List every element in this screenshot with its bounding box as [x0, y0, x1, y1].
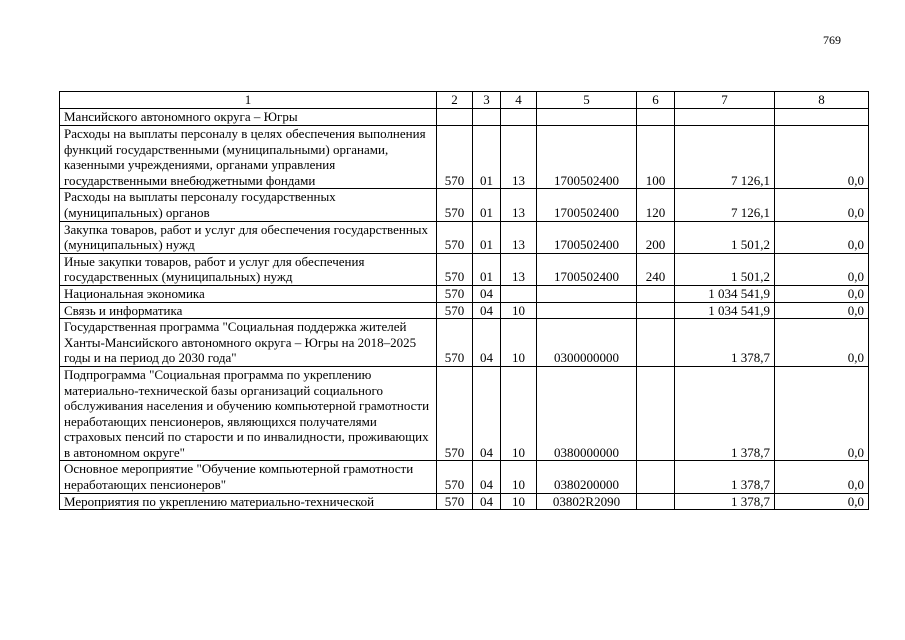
target-article-cell: 0380200000 [537, 461, 637, 493]
target-article-cell: 1700502400 [537, 253, 637, 285]
row-name-cell: Государственная программа "Социальная поддержка жителей Ханты-Мансийского автономного округа – Югры на 2018–2025 годы и на период до 2030 года" [60, 319, 437, 367]
amount-cell: 1 378,7 [675, 461, 775, 493]
expense-type-cell: 240 [637, 253, 675, 285]
row-name-cell: Закупка товаров, работ и услуг для обеспечения государственных (муниципальных) нужд [60, 221, 437, 253]
header-cell: 3 [473, 92, 501, 109]
row-name-cell: Мероприятия по укреплению материально-технической [60, 493, 437, 510]
amount-cell: 7 126,1 [675, 126, 775, 189]
amount-cell: 1 378,7 [675, 493, 775, 510]
row-name-cell: Подпрограмма "Социальная программа по укреплению материально-технической базы организаций социального обслуживания населения и обучению компьютерной грамотности неработающих пенсионеров, являющихся получателями страховых пенсий по старости и по инвалидности, проживающих в автономном округе" [60, 366, 437, 461]
table-row [60, 366, 869, 461]
header-cell: 7 [675, 92, 775, 109]
amount-cell-2 [775, 109, 869, 126]
budget-table [59, 91, 869, 510]
header-cell: 1 [60, 92, 437, 109]
amount-cell-2: 0,0 [775, 461, 869, 493]
section-cell: 01 [473, 189, 501, 221]
subsection-cell: 10 [501, 493, 537, 510]
subsection-cell: 10 [501, 461, 537, 493]
expense-type-cell [637, 109, 675, 126]
table-row [60, 189, 869, 221]
section-cell: 01 [473, 253, 501, 285]
amount-cell-2: 0,0 [775, 285, 869, 302]
amount-cell: 1 034 541,9 [675, 285, 775, 302]
amount-cell: 1 034 541,9 [675, 302, 775, 319]
row-name-cell: Мансийского автономного округа – Югры [60, 109, 437, 126]
table-header-row [60, 92, 869, 109]
amount-cell: 1 378,7 [675, 366, 775, 461]
amount-cell-2: 0,0 [775, 126, 869, 189]
target-article-cell: 03802R2090 [537, 493, 637, 510]
row-name-cell: Связь и информатика [60, 302, 437, 319]
row-name-cell: Расходы на выплаты персоналу государственных (муниципальных) органов [60, 189, 437, 221]
target-article-cell: 1700502400 [537, 221, 637, 253]
header-cell: 8 [775, 92, 869, 109]
amount-cell-2: 0,0 [775, 253, 869, 285]
header-cell: 6 [637, 92, 675, 109]
expense-type-cell [637, 461, 675, 493]
expense-type-cell: 100 [637, 126, 675, 189]
target-article-cell: 1700502400 [537, 189, 637, 221]
code-cell: 570 [437, 126, 473, 189]
expense-type-cell [637, 285, 675, 302]
code-cell: 570 [437, 253, 473, 285]
target-article-cell: 1700502400 [537, 126, 637, 189]
target-article-cell: 0300000000 [537, 319, 637, 367]
amount-cell-2: 0,0 [775, 319, 869, 367]
subsection-cell [501, 109, 537, 126]
code-cell [437, 109, 473, 126]
code-cell: 570 [437, 221, 473, 253]
amount-cell: 1 378,7 [675, 319, 775, 367]
table-row [60, 253, 869, 285]
table-row [60, 319, 869, 367]
section-cell: 01 [473, 221, 501, 253]
amount-cell [675, 109, 775, 126]
amount-cell-2: 0,0 [775, 366, 869, 461]
section-cell: 01 [473, 126, 501, 189]
code-cell: 570 [437, 461, 473, 493]
table-row [60, 126, 869, 189]
target-article-cell [537, 109, 637, 126]
section-cell [473, 109, 501, 126]
expense-type-cell [637, 302, 675, 319]
table-row [60, 461, 869, 493]
expense-type-cell: 200 [637, 221, 675, 253]
row-name-cell: Национальная экономика [60, 285, 437, 302]
table-row [60, 285, 869, 302]
section-cell: 04 [473, 493, 501, 510]
section-cell: 04 [473, 319, 501, 367]
amount-cell-2: 0,0 [775, 221, 869, 253]
subsection-cell: 13 [501, 253, 537, 285]
table-row [60, 221, 869, 253]
subsection-cell: 10 [501, 366, 537, 461]
expense-type-cell: 120 [637, 189, 675, 221]
section-cell: 04 [473, 302, 501, 319]
target-article-cell: 0380000000 [537, 366, 637, 461]
page-number: 769 [823, 33, 841, 47]
section-cell: 04 [473, 366, 501, 461]
amount-cell-2: 0,0 [775, 189, 869, 221]
code-cell: 570 [437, 302, 473, 319]
subsection-cell: 13 [501, 221, 537, 253]
header-cell: 5 [537, 92, 637, 109]
subsection-cell [501, 285, 537, 302]
subsection-cell: 10 [501, 302, 537, 319]
table-row [60, 302, 869, 319]
code-cell: 570 [437, 285, 473, 302]
subsection-cell: 13 [501, 189, 537, 221]
section-cell: 04 [473, 285, 501, 302]
amount-cell: 7 126,1 [675, 189, 775, 221]
expense-type-cell [637, 319, 675, 367]
section-cell: 04 [473, 461, 501, 493]
code-cell: 570 [437, 366, 473, 461]
expense-type-cell [637, 493, 675, 510]
table-row [60, 493, 869, 510]
table-row [60, 109, 869, 126]
amount-cell: 1 501,2 [675, 253, 775, 285]
code-cell: 570 [437, 319, 473, 367]
header-cell: 4 [501, 92, 537, 109]
code-cell: 570 [437, 493, 473, 510]
code-cell: 570 [437, 189, 473, 221]
subsection-cell: 10 [501, 319, 537, 367]
header-cell: 2 [437, 92, 473, 109]
expense-type-cell [637, 366, 675, 461]
target-article-cell [537, 302, 637, 319]
amount-cell-2: 0,0 [775, 493, 869, 510]
row-name-cell: Расходы на выплаты персоналу в целях обеспечения выполнения функций государственными (муниципальными) органами, казенными учреждениями, органами управления государственными внебюджетными фондами [60, 126, 437, 189]
subsection-cell: 13 [501, 126, 537, 189]
row-name-cell: Основное мероприятие "Обучение компьютерной грамотности неработающих пенсионеров" [60, 461, 437, 493]
amount-cell-2: 0,0 [775, 302, 869, 319]
target-article-cell [537, 285, 637, 302]
row-name-cell: Иные закупки товаров, работ и услуг для обеспечения государственных (муниципальных) нужд [60, 253, 437, 285]
amount-cell: 1 501,2 [675, 221, 775, 253]
